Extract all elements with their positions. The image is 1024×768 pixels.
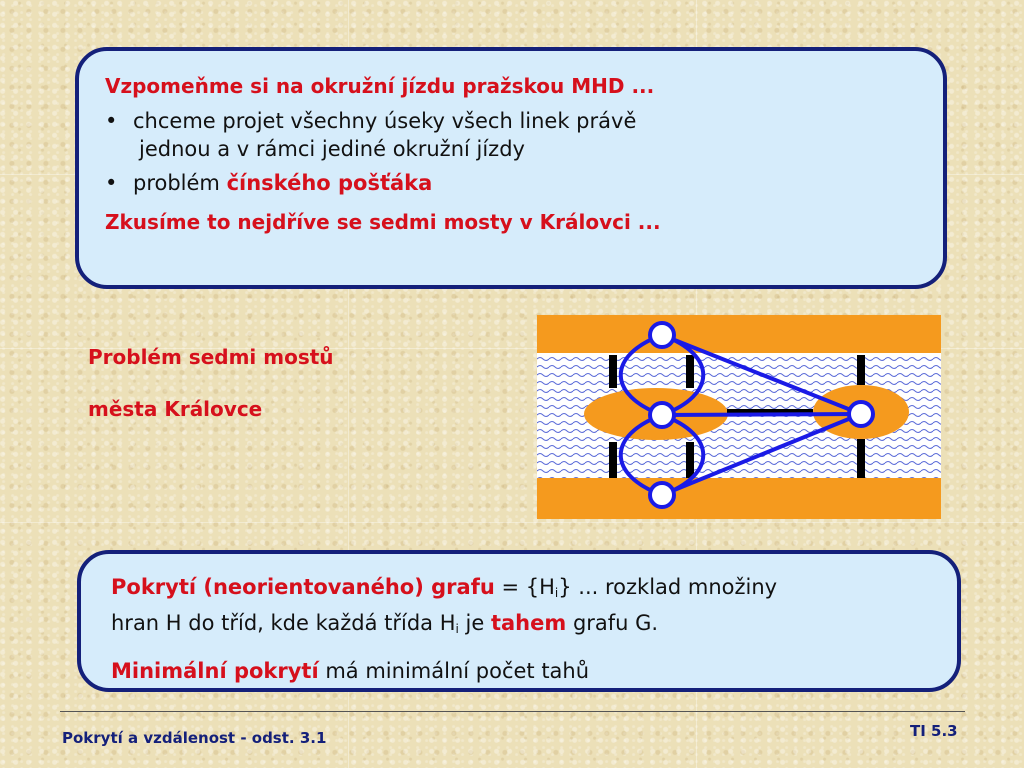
definition-eq: = {H <box>494 575 555 599</box>
background-seam <box>0 522 1024 523</box>
definition-text: je <box>458 611 491 635</box>
intro-heading: Vzpomeňme si na okružní jízdu pražskou MHD ... <box>105 74 655 98</box>
bullet-emphasis: čínského pošťáka <box>226 171 433 195</box>
bullet-line: chceme projet všechny úseky všech linek právě <box>133 109 637 133</box>
definition-text: hran H do tříd, kde každá třída H <box>111 611 456 635</box>
footer-title: Pokrytí a vzdálenost - odst. 3.1 <box>62 729 327 747</box>
footer-divider <box>60 711 965 712</box>
bridge <box>686 442 694 478</box>
bullet-item <box>105 107 917 163</box>
intro-box <box>75 47 947 289</box>
bridge <box>609 355 617 388</box>
bullet-item <box>105 169 917 197</box>
bullet-text <box>133 107 636 163</box>
bullet-text <box>133 169 432 197</box>
slide-number: TI 5.3 <box>910 722 958 740</box>
minimal-cover-term: Minimální pokrytí <box>111 659 319 683</box>
minimal-cover-line <box>111 656 927 686</box>
bullet-dot: • <box>105 109 118 133</box>
graph-vertex <box>849 402 873 426</box>
definition-line <box>111 572 927 608</box>
bridge <box>857 355 865 385</box>
bridge <box>857 439 865 478</box>
north-bank <box>537 315 941 353</box>
graph-vertex <box>650 403 674 427</box>
graph-edge <box>662 414 861 415</box>
figure-caption-line: města Královce <box>88 397 263 421</box>
figure-caption <box>88 342 334 424</box>
bullet-dot: • <box>105 171 118 195</box>
subscript-i: i <box>554 586 559 600</box>
graph-vertex <box>650 323 674 347</box>
graph-vertex <box>650 483 674 507</box>
south-bank <box>537 478 941 519</box>
intro-closing: Zkusíme to nejdříve se sedmi mosty v Královci ... <box>105 210 661 234</box>
definition-rest: } ... rozklad množiny <box>558 575 778 599</box>
konigsberg-diagram <box>537 315 941 519</box>
bullet-prefix: problém <box>133 171 227 195</box>
definition-emphasis: tahem <box>490 611 567 635</box>
bridge <box>609 442 617 478</box>
minimal-cover-text: má minimální počet tahů <box>318 659 590 683</box>
definition-box <box>77 550 961 692</box>
definition-line <box>111 608 927 644</box>
bullet-line: jednou a v rámci jediné okružní jízdy <box>139 137 525 161</box>
subscript-i: i <box>455 622 459 636</box>
bridge <box>686 355 694 388</box>
figure-caption-line: Problém sedmi mostů <box>88 345 334 369</box>
definition-text: grafu G. <box>566 611 659 635</box>
definition-term: Pokrytí (neorientovaného) grafu <box>111 575 495 599</box>
